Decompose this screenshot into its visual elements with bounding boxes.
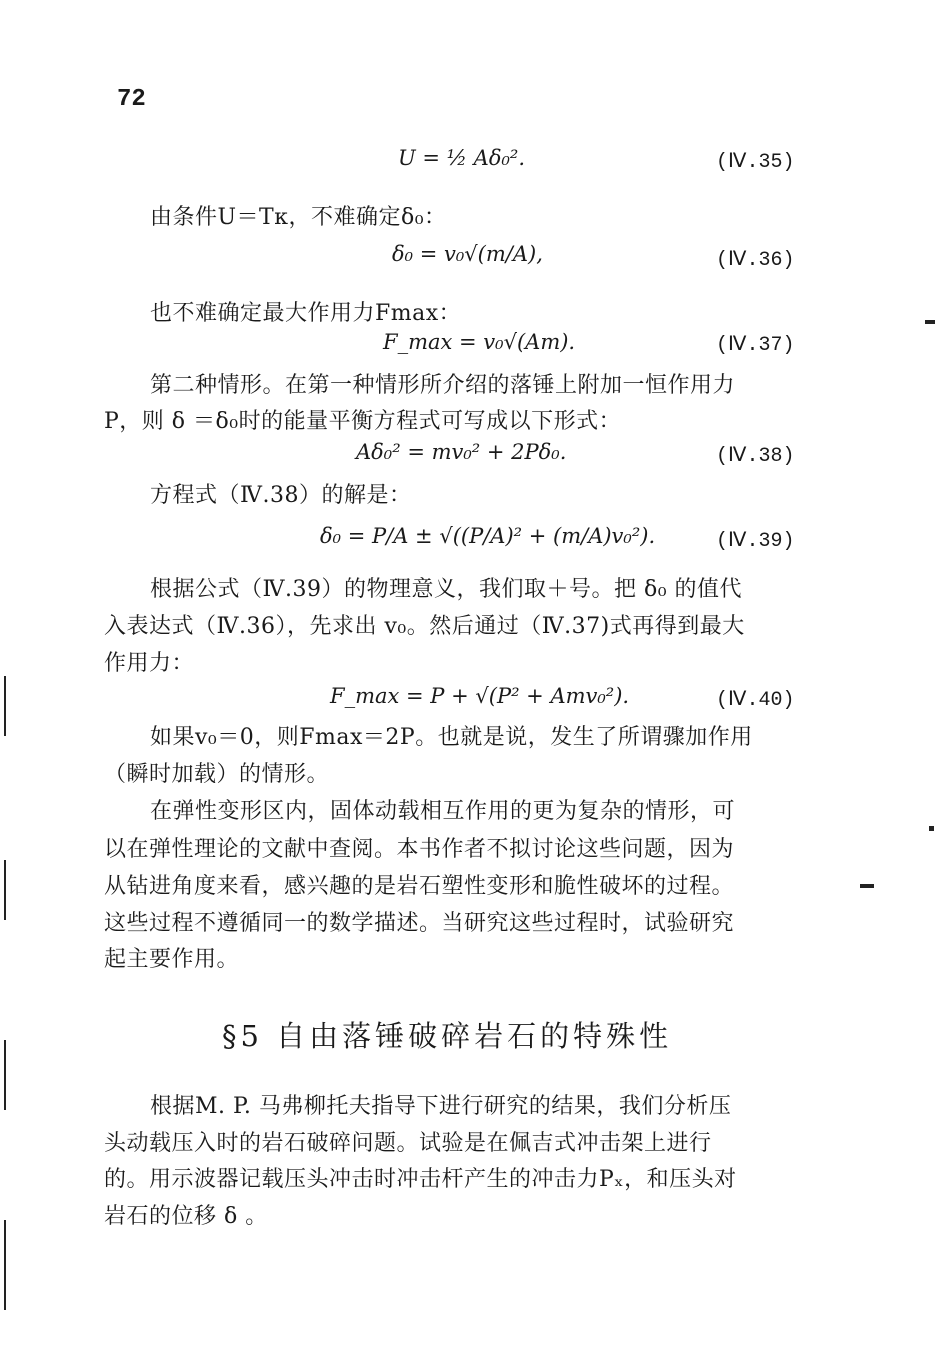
page-number: 72	[117, 86, 146, 113]
equation-number-iv40: (Ⅳ.40)	[716, 689, 795, 712]
equation-iv40: F_max = P + √(P² + Amv₀²).	[330, 684, 630, 708]
scan-edge-line	[4, 860, 6, 920]
equation-iv37: F_max = v₀√(Am).	[383, 330, 576, 354]
text-line: P，则 δ ＝δ₀时的能量平衡方程式可写成以下形式：	[104, 409, 622, 434]
text-line: 起主要作用。	[104, 947, 240, 972]
text-line: 作用力：	[104, 651, 195, 676]
equation-number-iv37: (Ⅳ.37)	[716, 334, 795, 357]
equation-iv36: δ₀ = v₀√(m/A),	[392, 242, 543, 266]
text-line: 在弹性变形区内，固体动载相互作用的更为复杂的情形，可	[150, 799, 736, 824]
text-line: 方程式（Ⅳ.38）的解是：	[150, 483, 412, 508]
scan-edge-line	[4, 676, 6, 736]
text-line: 岩石的位移 δ 。	[104, 1204, 268, 1229]
scan-mark	[929, 826, 934, 831]
text-line: 由条件U＝Tк，不难确定δ₀：	[150, 205, 447, 230]
section-heading: §5 自由落锤破碎岩石的特殊性	[222, 1019, 673, 1053]
equation-iv39: δ₀ = P/A ± √((P/A)² + (m/A)v₀²).	[320, 524, 656, 548]
equation-number-iv38: (Ⅳ.38)	[716, 445, 795, 468]
scan-edge-line	[4, 1220, 6, 1310]
text-line: 入表达式（Ⅳ.36），先求出 v₀。然后通过（Ⅳ.37)式再得到最大	[104, 614, 745, 639]
text-line: 这些过程不遵循同一的数学描述。当研究这些过程时，试验研究	[104, 911, 735, 936]
text-line: 根据M. P. 马弗柳托夫指导下进行研究的结果，我们分析压	[150, 1094, 732, 1119]
equation-number-iv35: (Ⅳ.35)	[716, 151, 795, 174]
text-line: 头动载压入时的岩石破碎问题。试验是在佩吉式冲击架上进行	[104, 1131, 712, 1156]
equation-iv38: Aδ₀² = mv₀² + 2Pδ₀.	[356, 440, 567, 464]
text-line: 从钻进角度来看，感兴趣的是岩石塑性变形和脆性破坏的过程。	[104, 874, 735, 899]
scan-edge-line	[4, 1040, 6, 1110]
text-line: 根据公式（Ⅳ.39）的物理意义，我们取＋号。把 δ₀ 的值代	[150, 577, 743, 602]
text-line: 第二种情形。在第一种情形所介绍的落锤上附加一恒作用力	[150, 373, 736, 398]
scan-mark	[925, 320, 935, 324]
text-line: 的。用示波器记载压头冲击时冲击杆产生的冲击力Pₓ，和压头对	[104, 1167, 737, 1192]
equation-iv35: U = ½ Aδ₀².	[398, 146, 525, 170]
text-line: 如果v₀＝0，则Fmax＝2P。也就是说，发生了所谓骤加作用	[150, 725, 753, 750]
equation-number-iv36: (Ⅳ.36)	[716, 249, 795, 272]
text-line: （瞬时加载）的情形。	[104, 762, 330, 787]
equation-number-iv39: (Ⅳ.39)	[716, 530, 795, 553]
text-line: 也不难确定最大作用力Fmax：	[150, 301, 462, 326]
scan-mark	[860, 884, 874, 888]
text-line: 以在弹性理论的文献中查阅。本书作者不拟讨论这些问题，因为	[104, 837, 735, 862]
